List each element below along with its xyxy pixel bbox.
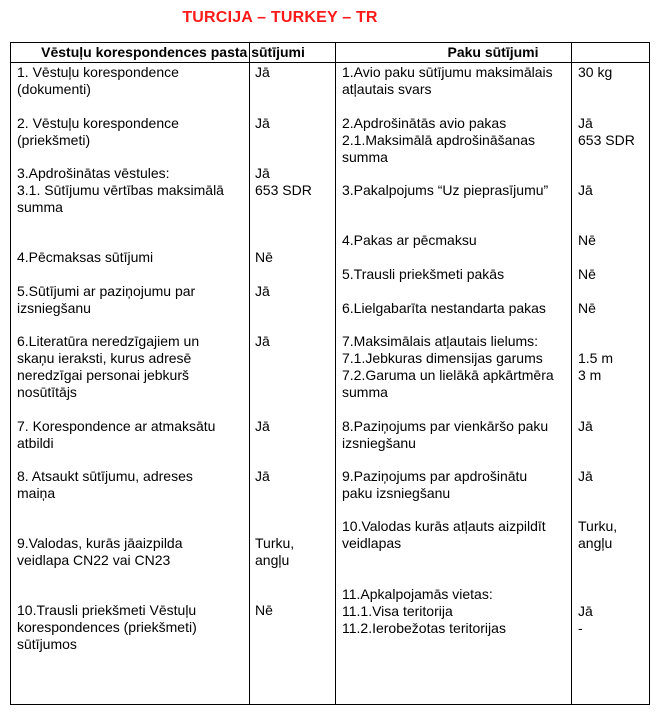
right-item-label: 5.Trausli priekšmeti pakās (342, 266, 505, 282)
right-item-value: Turku, angļu (578, 518, 618, 551)
right-item-value: 1.5 m 3 m (578, 350, 614, 383)
left-item-label: 1. Vēstuļu korespondence (dokumenti) (17, 64, 179, 97)
right-item-label: 2.Apdrošinātās avio pakas 2.1.Maksimālā apdrošināšanas summa (342, 115, 535, 165)
left-item-label: 5.Sūtījumi ar paziņojumu par izsniegšanu (17, 283, 196, 316)
left-item-value: Jā (255, 283, 270, 299)
left-item-label: 8. Atsaukt sūtījumu, adreses maiņa (17, 468, 193, 501)
page-title: TURCIJA – TURKEY – TR (182, 9, 378, 26)
left-item-label: 7. Korespondence ar atmaksātu atbildi (17, 418, 216, 451)
left-item-label: 6.Literatūra neredzīgajiem un skaņu ieraksti, kurus adresē neredzīgai personai jebkurš nosūtītājs (17, 333, 200, 400)
left-item-value: Jā (255, 418, 270, 434)
right-item-value: Jā (578, 418, 593, 434)
right-item-value: Jā (578, 468, 593, 484)
column-divider-center (335, 42, 336, 705)
right-item-value: Nē (578, 266, 596, 282)
left-item-value: Turku, angļu (255, 535, 295, 568)
right-item-value: Jā (578, 182, 593, 198)
right-item-label: 11.Apkalpojamās vietas: 11.1.Visa teritorija 11.2.Ierobežotas teritorijas (342, 586, 506, 636)
left-item-value: Nē (255, 602, 273, 618)
header-row-divider (10, 62, 650, 63)
left-item-label: 10.Trausli priekšmeti Vēstuļu korespondences (priekšmeti) sūtījumos (17, 602, 197, 652)
right-item-label: 1.Avio paku sūtījumu maksimālais atļautais svars (342, 64, 553, 97)
right-item-value: Nē (578, 300, 596, 316)
right-item-label: 6.Lielgabarīta nestandarta pakas (342, 300, 546, 316)
left-item-value: Jā (255, 64, 270, 80)
right-item-label: 7.Maksimālais atļautais lielums: 7.1.Jebkuras dimensijas garums 7.2.Garuma un lielākā apkārtmēra summa (342, 333, 554, 400)
right-item-value: 30 kg (578, 64, 613, 80)
right-column-header: Paku sūtījumi (447, 44, 539, 60)
right-item-value: Jā - (578, 603, 593, 636)
column-divider-left-values (249, 42, 250, 705)
left-column-header: Vēstuļu korespondences pasta sūtījumi (41, 44, 305, 60)
left-item-label: 3.Apdrošinātas vēstules: 3.1. Sūtījumu vērtības maksimālā summa (17, 165, 224, 215)
right-item-value: Jā 653 SDR (578, 115, 635, 148)
left-item-value: Jā 653 SDR (255, 165, 312, 198)
right-item-label: 10.Valodas kurās atļauts aizpildīt veidlapas (342, 518, 546, 551)
left-item-value: Nē (255, 249, 273, 265)
left-item-label: 4.Pēcmaksas sūtījumi (17, 249, 154, 265)
right-item-value: Nē (578, 232, 596, 248)
right-item-label: 3.Pakalpojums “Uz pieprasījumu” (342, 182, 549, 198)
left-item-value: Jā (255, 468, 270, 484)
left-item-label: 9.Valodas, kurās jāaizpilda veidlapa CN22 vai CN23 (17, 535, 183, 568)
left-item-value: Jā (255, 115, 270, 131)
column-divider-right-values (571, 42, 572, 705)
right-item-label: 4.Pakas ar pēcmaksu (342, 232, 477, 248)
right-item-label: 9.Paziņojums par apdrošinātu paku izsniegšanu (342, 468, 528, 501)
left-item-label: 2. Vēstuļu korespondence (priekšmeti) (17, 115, 179, 148)
left-item-value: Jā (255, 333, 270, 349)
right-item-label: 8.Paziņojums par vienkāršo paku izsniegšanu (342, 418, 549, 451)
